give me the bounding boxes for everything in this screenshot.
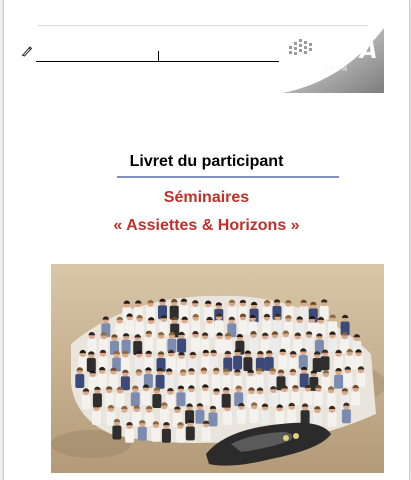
crowd-person-body [195, 410, 204, 424]
crowd-person-body [156, 375, 165, 389]
crowd-person-body [82, 395, 91, 409]
crowd-person-body [135, 322, 144, 336]
crowd-person-body [342, 409, 351, 423]
crowd-person-body [131, 392, 140, 406]
page-top-rule [38, 25, 368, 26]
crowd-person-body [249, 338, 258, 352]
crowd-person-body [142, 391, 151, 405]
crowd-person-body [176, 392, 185, 406]
crowd-person-body [75, 374, 84, 388]
title-underline [117, 176, 339, 178]
crowd-person-body [314, 392, 323, 406]
crowd-person-body [186, 426, 195, 440]
crowd-person-body [215, 320, 224, 334]
crowd-person-body [202, 427, 211, 441]
crowd-person-body [328, 338, 337, 352]
crowd-person-body [328, 413, 337, 427]
crowd-person-body [271, 338, 280, 352]
crowd-person-body [109, 374, 118, 388]
crowd-person-body [233, 356, 242, 370]
crowd-person-body [287, 410, 296, 424]
crowd-person-body [116, 393, 125, 407]
crowd-person-body [145, 413, 154, 427]
crowd-person-body [167, 357, 176, 371]
crowd-person-body [87, 358, 96, 372]
crowd-person-body [212, 374, 221, 388]
crowd-person-body [303, 391, 312, 405]
header-tick [158, 51, 159, 61]
crowd-person-body [151, 428, 160, 442]
group-photo-image [51, 264, 384, 473]
pen-icon [21, 45, 33, 57]
crowd-person-body [313, 358, 322, 372]
crowd-person-body [343, 373, 352, 387]
crowd-person-body [112, 426, 121, 440]
crowd-person-body [357, 373, 366, 387]
crowd-person-body [121, 357, 130, 371]
crowd-person-body [162, 429, 171, 443]
crowd-person-body [209, 412, 218, 426]
crowd-person-body [92, 411, 101, 425]
crowd-person-body [177, 339, 186, 353]
crowd-person-body [144, 337, 153, 351]
crowd-person-body [237, 410, 246, 424]
logo-subtext: LYON [325, 65, 349, 73]
crowd-person-body [215, 339, 224, 353]
crowd-person-body [176, 429, 185, 443]
crowd-person-body [334, 375, 343, 389]
document-page [3, 0, 410, 480]
crowd-person-body [262, 321, 271, 335]
crowd-person-body [327, 393, 336, 407]
header-line [36, 61, 279, 62]
subtitle-line-2: « Assiettes & Horizons » [113, 217, 300, 234]
crowd-person-body [255, 375, 264, 389]
crowd-person-body [278, 355, 287, 369]
document-title: Livret du participant [129, 153, 284, 170]
crowd-person-body [138, 427, 147, 441]
crowd-person-body [222, 375, 231, 389]
subtitle-line-1: Séminaires [163, 189, 250, 206]
crowd-person-body [125, 429, 134, 443]
crowd-person-body [239, 320, 248, 334]
crowd-person-body [261, 410, 270, 424]
group-photo [51, 264, 384, 473]
crowd-person-body [243, 357, 252, 371]
logo-text: INSA [317, 38, 378, 64]
crowd-person-body [223, 411, 232, 425]
crowd-person-body [87, 339, 96, 353]
crowd-person-body [250, 409, 259, 423]
insa-logo [283, 28, 384, 93]
crowd-person-body [191, 338, 200, 352]
crowd-person-body [301, 410, 310, 424]
crowd-person-body [321, 356, 330, 370]
crowd-person-body [157, 339, 166, 353]
crowd-person-body [269, 393, 278, 407]
crowd-person-body [165, 375, 174, 389]
crowd-person-body [280, 392, 289, 406]
crowd-person-body [125, 320, 134, 334]
crowd-person-body [160, 409, 169, 423]
crowd-person-body [351, 392, 360, 406]
crowd-person-body [98, 374, 107, 388]
crowd-person-body [201, 391, 210, 405]
crowd-person-body [275, 411, 284, 425]
crowd-person-body [105, 393, 114, 407]
crowd-person-body [152, 394, 161, 408]
